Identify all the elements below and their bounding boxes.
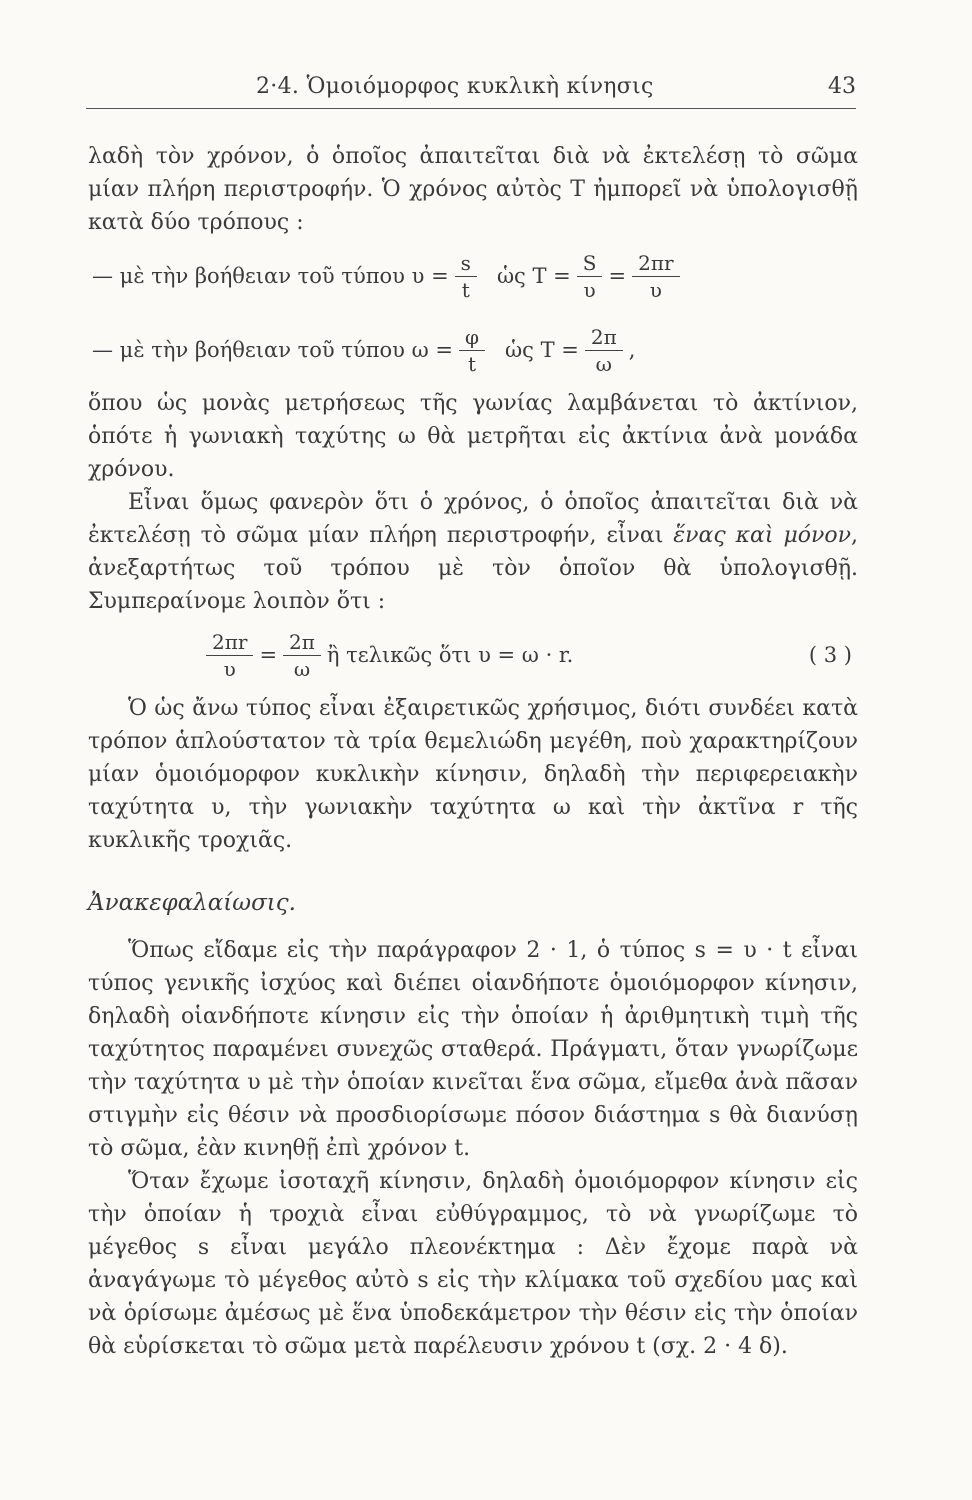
fraction-numerator: 2π xyxy=(283,630,321,656)
fraction-numerator: 2πr xyxy=(206,630,253,656)
fraction-numerator: 2πr xyxy=(632,251,679,277)
summary-paragraph-1: Ὅπως εἴδαμε εἰς τὴν παράγραφον 2 · 1, ὁ τύπος s = υ · t εἶναι τύπος γενικῆς ἰσχύος καὶ διέπει οἱανδήποτε ὁμοιόμορφον κίνησιν, δηλαδὴ οἱανδήποτε κίνησιν εἰς τὴν ὁποίαν ἡ ἀριθμητικὴ τιμὴ τῆς ταχύτητος παραμένει συνεχῶς σταθερά. Πράγματι, ὅταν γνωρίζωμε τὴν ταχύτητα υ μὲ τὴν ὁποίαν κινεῖται ἕνα σῶμα, εἴμεθα ἀνὰ πᾶσαν στιγμὴν εἰς θέσιν νὰ προσδιορίσωμε πόσον διάστημα s θὰ διανύσῃ τὸ σῶμα, ἐὰν κινηθῇ ἐπὶ χρόνον t. xyxy=(88,938,858,1161)
page-body xyxy=(88,140,858,1363)
fraction-numerator: S xyxy=(577,251,603,277)
fraction-denominator: υ xyxy=(583,277,596,302)
fraction-denominator: ω xyxy=(293,656,311,681)
fraction-denominator: ω xyxy=(595,351,612,376)
equation-2 xyxy=(88,313,858,387)
fraction-denominator: t xyxy=(461,277,470,302)
fraction-2pi-over-omega xyxy=(283,630,321,681)
fraction-2pir-over-v xyxy=(632,251,679,302)
equals-sign: = xyxy=(608,263,627,288)
equation-1-lead: — μὲ τὴν βοήθειαν τοῦ τύπου υ = xyxy=(92,263,449,288)
header-title: 2·4. Ὁμοιόμορφος κυκλικὴ κίνησις xyxy=(256,74,654,99)
equation-1 xyxy=(88,239,858,313)
fraction-numerator: φ xyxy=(459,325,485,351)
equation-1-mid: ὡς T = xyxy=(496,263,571,288)
paragraph-einai xyxy=(88,486,858,618)
fraction-denominator: υ xyxy=(223,656,236,681)
fraction-numerator: 2π xyxy=(585,325,623,351)
equation-2-mid: ὡς T = xyxy=(505,337,579,362)
running-header xyxy=(86,74,856,104)
fraction-denominator: υ xyxy=(649,277,662,302)
intro-paragraph: λαδὴ τὸν χρόνον, ὁ ὁποῖος ἀπαιτεῖται διὰ νὰ ἐκτελέσῃ τὸ σῶμα μίαν πλήρη περιστροφήν. Ὁ χρόνος αὐτὸς Τ ἠμπορεῖ νὰ ὑπολογισθῇ κατὰ δύο τρόπους : xyxy=(88,144,858,235)
fraction-denominator: t xyxy=(468,351,477,376)
paragraph-formula: Ὁ ὡς ἄνω τύπος εἶναι ἐξαιρετικῶς χρήσιμος, διότι συνδέει κατὰ τρόπον ἁπλούστατον τὰ τρία θεμελιώδη μεγέθη, ποὺ χαρακτηρίζουν μίαν ὁμοιόμορφον κυκλικὴν κίνησιν, δηλαδὴ τὴν περιφερειακὴν ταχύτητα υ, τὴν γωνιακὴν ταχύτητα ω καὶ τὴν ἀκτῖνα r τῆς κυκλικῆς τροχιᾶς. xyxy=(88,696,858,853)
equation-3-trail: ἢ τελικῶς ὅτι υ = ω · r. xyxy=(326,642,574,667)
fraction-2pi-over-omega xyxy=(585,325,623,376)
equation-2-lead: — μὲ τὴν βοήθειαν τοῦ τύπου ω = xyxy=(92,337,454,362)
page-number: 43 xyxy=(828,74,856,99)
paragraph-units: ὅπου ὡς μονὰς μετρήσεως τῆς γωνίας λαμβάνεται τὸ ἀκτίνιον, ὁπότε ἡ γωνιακὴ ταχύτης ω θὰ μετρῆται εἰς ἀκτίνια ἀνὰ μονάδα χρόνου. xyxy=(88,391,858,482)
section-title: Ἀνακεφαλαίωσις. xyxy=(88,890,296,916)
paragraph-einai-italic: ἕνας καὶ μόνον xyxy=(673,523,851,548)
paragraph-einai-post: , ἀνεξαρτήτως τοῦ τρόπου μὲ τὸν ὁποῖον θὰ ὑπολογισθῇ. Συμπεραίνομε λοιπὸν ὅτι : xyxy=(88,523,858,614)
fraction-numerator: s xyxy=(455,251,477,277)
equals-sign: = xyxy=(259,642,278,667)
fraction-s-over-t xyxy=(455,251,477,302)
fraction-phi-over-t xyxy=(459,325,485,376)
fraction-2pir-over-v xyxy=(206,630,253,681)
equation-3 xyxy=(88,618,858,692)
header-rule xyxy=(86,108,856,109)
fraction-S-over-v xyxy=(577,251,603,302)
equation-2-comma: , xyxy=(628,337,636,362)
equation-number: ( 3 ) xyxy=(808,642,852,667)
summary-paragraph-2: Ὅταν ἔχωμε ἰσοταχῆ κίνησιν, δηλαδὴ ὁμοιόμορφον κίνησιν εἰς τὴν ὁποίαν ἡ τροχιὰ εἶναι εὐθύγραμμος, τὸ νὰ γνωρίζωμε τὸ μέγεθος s εἶναι μεγάλο πλεονέκτημα : Δὲν ἔχομε παρὰ νὰ ἀναγάγωμε τὸ μέγεθος αὐτὸ s εἰς τὴν κλίμακα τοῦ σχεδίου μας καὶ νὰ ὁρίσωμε ἀμέσως μὲ ἕνα ὑποδεκάμετρον τὴν θέσιν εἰς τὴν ὁποίαν θὰ εὑρίσκεται τὸ σῶμα μετὰ παρέλευσιν χρόνου t (σχ. 2 · 4 δ). xyxy=(88,1169,858,1359)
paragraph-einai-pre: Εἶναι ὅμως φανερὸν ὅτι ὁ χρόνος, ὁ ὁποῖος ἀπαιτεῖται διὰ νὰ ἐκτελέσῃ τὸ σῶμα μίαν πλήρη περιστροφήν, εἶναι xyxy=(88,490,858,548)
